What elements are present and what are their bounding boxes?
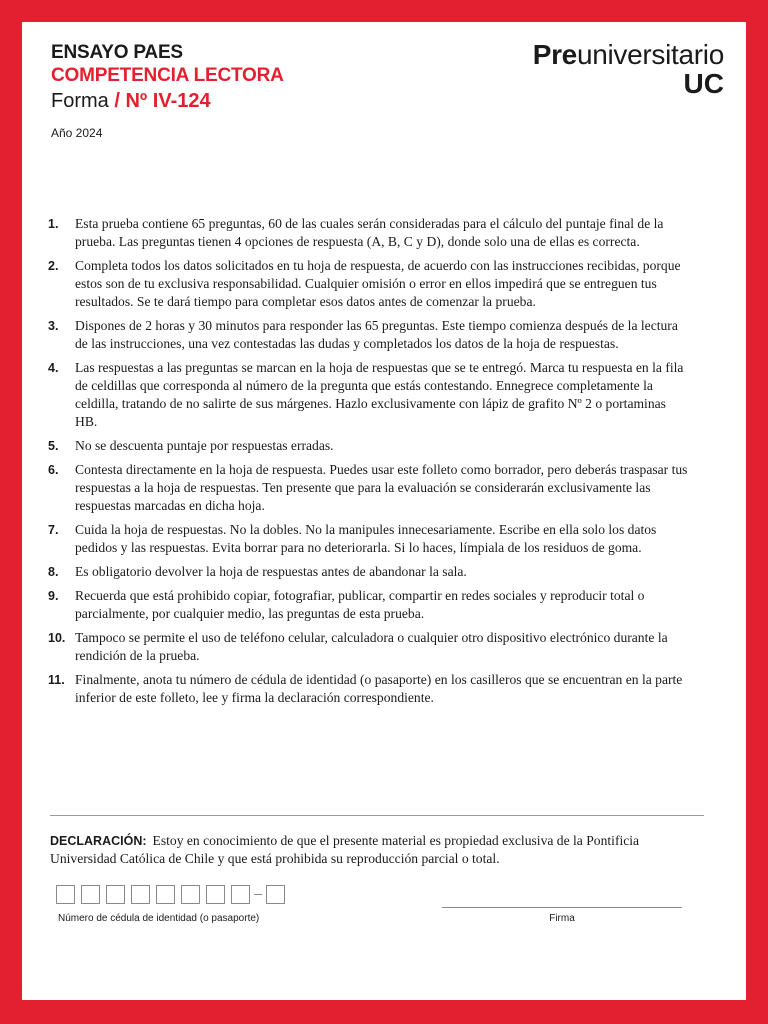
instruction-number: 2. (48, 259, 59, 273)
instructions-list (48, 215, 688, 713)
instruction-item (48, 359, 688, 431)
instruction-text: Esta prueba contiene 65 preguntas, 60 de las cuales serán consideradas para el cálculo del puntaje final de la prueba. Las preguntas tienen 4 opciones de respuesta (A, B, C y D), donde solo una de ellas es correcta. (75, 216, 664, 249)
exam-subject: COMPETENCIA LECTORA (51, 65, 284, 86)
id-digit-box[interactable] (81, 885, 100, 904)
instruction-text: Las respuestas a las preguntas se marcan en la hoja de respuestas que se te entregó. Marca tu respuesta en la fila de celdillas que corresponda al número de la pregunta que estás contestando. Ennegrece completamente la celdilla, tratando de no salirte de sus márgenes. Hazlo exclusivamente con lápiz de grafito Nº 2 o portaminas HB. (75, 360, 684, 429)
instruction-item (48, 317, 688, 353)
id-digit-box[interactable] (131, 885, 150, 904)
instruction-item (48, 215, 688, 251)
declaration-text: Estoy en conocimiento de que el presente material es propiedad exclusiva de la Pontificia Universidad Católica de Chile y que está prohibida su reproducción parcial o total. (50, 833, 640, 866)
exam-year: Año 2024 (51, 126, 103, 140)
id-digit-box[interactable] (156, 885, 175, 904)
id-digit-box[interactable] (106, 885, 125, 904)
id-check-digit-box[interactable] (266, 885, 285, 904)
id-number-boxes (56, 885, 291, 904)
form-label: Forma (51, 90, 109, 112)
exam-form (51, 88, 284, 114)
instruction-text: Cuida la hoja de respuestas. No la dobles. No la manipules innecesariamente. Escribe en ella solo los datos pedidos y las respuestas. Evita borrar para no deteriorarla. Si lo haces, límpiala de los residuos de goma. (75, 522, 657, 555)
id-field-label: Número de cédula de identidad (o pasaporte) (58, 913, 260, 924)
instruction-item (48, 563, 688, 581)
id-digit-box[interactable] (231, 885, 250, 904)
instruction-text: Completa todos los datos solicitados en tu hoja de respuesta, de acuerdo con las instrucciones recibidas, porque estos son de tu exclusiva responsabilidad. Cualquier omisión o error en ellos impedirá que se entreguen tus resultados. Se te dará tiempo para completar esos datos antes de comenzar la prueba. (75, 258, 681, 309)
instruction-text: Finalmente, anota tu número de cédula de identidad (o pasaporte) en los casilleros que se encuentran en la parte inferior de este folleto, lee y firma la declaración correspondiente. (75, 672, 683, 705)
instruction-item (48, 587, 688, 623)
instruction-number: 3. (48, 319, 59, 333)
form-number: / Nº IV-124 (114, 90, 211, 112)
instruction-text: Es obligatorio devolver la hoja de respuestas antes de abandonar la sala. (75, 564, 467, 579)
id-digit-box[interactable] (181, 885, 200, 904)
instruction-text: No se descuenta puntaje por respuestas erradas. (75, 438, 334, 453)
id-digit-box[interactable] (56, 885, 75, 904)
instruction-number: 9. (48, 589, 59, 603)
signature-line[interactable] (442, 907, 682, 908)
instruction-text: Dispones de 2 horas y 30 minutos para responder las 65 preguntas. Este tiempo comienza después de la lectura de las instrucciones, una vez contestadas las dudas y completados los datos de la hoja de respuestas. (75, 318, 678, 351)
instruction-item (48, 629, 688, 665)
instruction-text: Tampoco se permite el uso de teléfono celular, calculadora o cualquier otro dispositivo electrónico durante la rendición de la prueba. (75, 630, 668, 663)
instruction-item (48, 257, 688, 311)
declaration (50, 832, 700, 868)
instruction-number: 1. (48, 217, 59, 231)
instruction-item (48, 437, 688, 455)
instruction-number: 8. (48, 565, 59, 579)
instruction-number: 11. (48, 673, 65, 687)
declaration-label: DECLARACIÓN: (50, 834, 147, 848)
brand-rest: universitario (576, 39, 724, 70)
exam-header (51, 41, 284, 140)
brand-line2: UC (683, 68, 724, 99)
instruction-number: 5. (48, 439, 59, 453)
brand-bold: Pre (532, 39, 577, 70)
id-separator-dash (254, 894, 262, 895)
instruction-item (48, 461, 688, 515)
instruction-item (48, 671, 688, 707)
instruction-number: 7. (48, 523, 59, 537)
id-digit-box[interactable] (206, 885, 225, 904)
instruction-number: 6. (48, 463, 59, 477)
divider (50, 815, 704, 816)
instruction-text: Recuerda que está prohibido copiar, fotografiar, publicar, compartir en redes sociales y reproducir total o parcialmente, por cualquier medio, las preguntas de esta prueba. (75, 588, 645, 621)
instruction-number: 4. (48, 361, 59, 375)
signature-label: Firma (549, 913, 575, 924)
instruction-number: 10. (48, 631, 66, 645)
exam-title: ENSAYO PAES (51, 42, 183, 63)
brand-logo (533, 40, 724, 98)
instruction-text: Contesta directamente en la hoja de respuesta. Puedes usar este folleto como borrador, pero deberás traspasar tus respuestas a la hoja de respuestas. Ten presente que para la evaluación se considerarán exclusivamente las respuestas marcadas en dicha hoja. (75, 462, 688, 513)
instruction-item (48, 521, 688, 557)
